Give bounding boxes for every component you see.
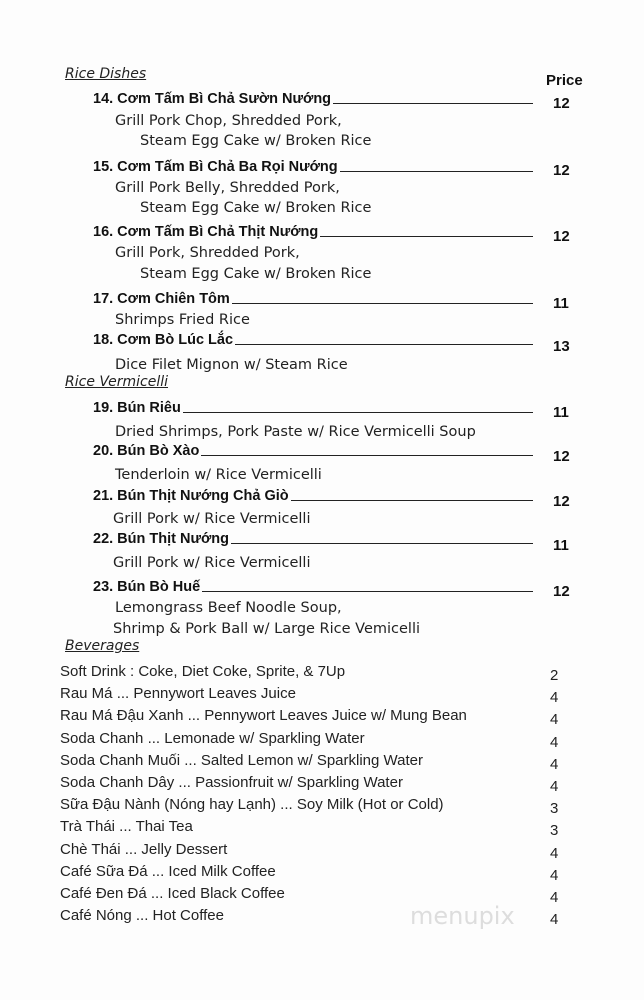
item-description: Steam Egg Cake w/ Broken Rice (140, 266, 372, 282)
beverage-price: 4 (550, 711, 559, 729)
beverage-item: Soft Drink : Coke, Diet Coke, Sprite, & 7Up (60, 663, 346, 680)
leader-line (340, 171, 533, 172)
item-price: 12 (553, 493, 570, 510)
menu-item-title (93, 291, 533, 307)
beverage-item: Sữa Đậu Nành (Nóng hay Lạnh) ... Soy Milk (Hot or Cold) (60, 796, 444, 814)
item-name: 20. Bún Bò Xào (93, 443, 200, 459)
menu-item-title (93, 159, 533, 175)
item-description: Shrimps Fried Rice (115, 312, 250, 328)
beverage-price: 2 (550, 667, 559, 684)
watermark: menupix (410, 902, 515, 930)
beverage-price: 4 (550, 778, 559, 795)
item-description: Grill Pork Chop, Shredded Pork, (115, 113, 342, 129)
beverage-item: Soda Chanh Dây ... Passionfruit w/ Sparkling Water (60, 774, 403, 791)
item-description: Shrimp & Pork Ball w/ Large Rice Vemicelli (113, 621, 421, 637)
menu-item-title (93, 400, 533, 416)
beverage-price: 4 (550, 866, 559, 884)
item-price: 11 (553, 537, 569, 554)
beverage-price: 4 (550, 689, 559, 707)
menu-item-title (93, 488, 533, 504)
item-description: Dried Shrimps, Pork Paste w/ Rice Vermicelli Soup (115, 424, 476, 440)
menu-item-title (93, 91, 533, 107)
price-header: Price (546, 72, 583, 89)
section-beverages: Beverages (65, 638, 140, 654)
item-name: 21. Bún Thịt Nướng Chả Giò (93, 488, 289, 504)
section-rice-dishes: Rice Dishes (65, 66, 147, 82)
beverage-price: 4 (550, 755, 559, 773)
item-name: 22. Bún Thịt Nướng (93, 531, 229, 547)
item-description: Dice Filet Mignon w/ Steam Rice (115, 357, 348, 373)
beverage-price: 4 (550, 733, 559, 751)
leader-line (183, 412, 533, 413)
leader-line (320, 236, 533, 237)
item-name: 23. Bún Bò Huế (93, 579, 201, 595)
item-name: 15. Cơm Tấm Bì Chả Ba Rọi Nướng (93, 159, 338, 175)
item-description: Grill Pork Belly, Shredded Pork, (115, 180, 340, 196)
menu-item-title (93, 579, 533, 595)
beverage-price: 4 (550, 889, 559, 906)
leader-line (235, 344, 533, 345)
item-name: 16. Cơm Tấm Bì Chả Thịt Nướng (93, 224, 319, 240)
item-name: 19. Bún Riêu (93, 400, 181, 416)
beverage-item: Soda Chanh Muối ... Salted Lemon w/ Sparkling Water (60, 751, 423, 769)
leader-line (231, 543, 533, 544)
menu-item-title (93, 443, 533, 459)
item-name: 17. Cơm Chiên Tôm (93, 291, 230, 307)
item-price: 12 (553, 228, 570, 245)
section-rice-vermicelli: Rice Vermicelli (65, 374, 169, 390)
menu-item-title (93, 332, 533, 348)
beverage-item: Café Sữa Đá ... Iced Milk Coffee (60, 862, 276, 880)
item-price: 12 (553, 448, 570, 465)
beverage-price: 4 (550, 844, 559, 862)
leader-line (291, 500, 533, 501)
item-price: 11 (553, 404, 569, 421)
beverage-item: Café Đen Đá ... Iced Black Coffee (60, 885, 285, 902)
beverage-item: Café Nóng ... Hot Coffee (60, 907, 224, 925)
item-description: Steam Egg Cake w/ Broken Rice (140, 200, 372, 216)
leader-line (232, 303, 533, 304)
beverage-price: 4 (550, 911, 559, 929)
item-description: Steam Egg Cake w/ Broken Rice (140, 133, 372, 149)
item-description: Grill Pork w/ Rice Vermicelli (113, 555, 311, 571)
leader-line (333, 103, 533, 104)
item-name: 14. Cơm Tấm Bì Chả Sườn Nướng (93, 91, 332, 107)
menu-item-title (93, 531, 533, 547)
item-price: 12 (553, 162, 570, 179)
item-description: Lemongrass Beef Noodle Soup, (115, 600, 342, 616)
beverage-item: Soda Chanh ... Lemonade w/ Sparkling Water (60, 729, 365, 747)
item-name: 18. Cơm Bò Lúc Lắc (93, 332, 234, 348)
leader-line (202, 591, 533, 592)
item-price: 13 (553, 338, 570, 355)
menu-item-title (93, 224, 533, 240)
beverage-price: 3 (550, 800, 559, 818)
beverage-item: Rau Má ... Pennywort Leaves Juice (60, 685, 296, 703)
item-price: 12 (553, 583, 570, 600)
beverage-item: Rau Má Đậu Xanh ... Pennywort Leaves Juice w/ Mung Bean (60, 707, 467, 725)
item-price: 11 (553, 295, 569, 312)
item-description: Grill Pork w/ Rice Vermicelli (113, 511, 311, 527)
beverage-price: 3 (550, 822, 559, 840)
item-description: Grill Pork, Shredded Pork, (115, 245, 300, 261)
beverage-item: Chè Thái ... Jelly Dessert (60, 840, 228, 858)
leader-line (201, 455, 533, 456)
item-description: Tenderloin w/ Rice Vermicelli (115, 467, 322, 483)
item-price: 12 (553, 95, 570, 112)
beverage-item: Trà Thái ... Thai Tea (60, 818, 193, 836)
